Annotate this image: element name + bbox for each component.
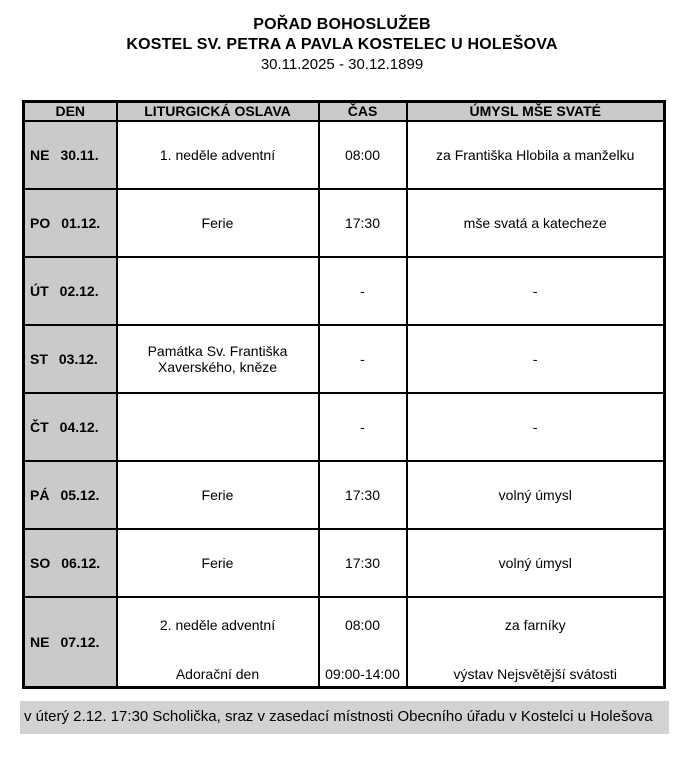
time-cell — [319, 597, 407, 688]
celebration-cell — [117, 393, 319, 461]
day-date: 03.12. — [58, 350, 98, 367]
celebration-cell: 1. neděle adventní — [117, 121, 319, 189]
intention-line-1: za farníky — [504, 616, 566, 633]
intention-cell: volný úmysl — [407, 529, 665, 597]
day-cell — [24, 189, 117, 257]
day-cell — [24, 597, 117, 688]
celebration-cell: Ferie — [117, 189, 319, 257]
day-date: 04.12. — [59, 418, 99, 435]
day-abbr: PÁ — [30, 486, 50, 503]
day-cell — [24, 121, 117, 189]
table-row — [24, 597, 665, 688]
footer-note: v úterý 2.12. 17:30 Scholička, sraz v zasedací místnosti Obecního úřadu v Kostelci u Holešova — [20, 701, 669, 734]
time-line-2: 09:00-14:00 — [325, 665, 400, 682]
day-abbr: NE — [30, 633, 50, 650]
day-cell — [24, 393, 117, 461]
intention-cell: za Františka Hlobila a manželku — [407, 121, 665, 189]
celebration-cell — [117, 597, 319, 688]
col-header-celebration: LITURGICKÁ OSLAVA — [117, 102, 319, 121]
day-date: 05.12. — [60, 486, 100, 503]
table-header-row — [24, 102, 665, 121]
celebration-cell: Ferie — [117, 461, 319, 529]
day-cell — [24, 257, 117, 325]
celebration-cell: Ferie — [117, 529, 319, 597]
intention-cell: mše svatá a katecheze — [407, 189, 665, 257]
celebration-line-2: Adorační den — [175, 665, 260, 682]
intention-cell: - — [407, 393, 665, 461]
table-row — [24, 393, 665, 461]
day-cell — [24, 529, 117, 597]
day-date: 07.12. — [60, 633, 100, 650]
intention-cell — [407, 597, 665, 688]
page-title: POŘAD BOHOSLUŽEB — [253, 16, 431, 33]
time-cell: - — [319, 325, 407, 393]
table-row — [24, 461, 665, 529]
document-header — [0, 15, 684, 75]
table-row — [24, 325, 665, 393]
page-subtitle: KOSTEL SV. PETRA A PAVLA KOSTELEC U HOLEŠOVA — [126, 36, 558, 53]
intention-cell: volný úmysl — [407, 461, 665, 529]
day-date: 01.12. — [61, 214, 101, 231]
day-date: 30.11. — [60, 146, 99, 163]
col-header-day: DEN — [24, 102, 117, 121]
day-abbr: NE — [30, 146, 50, 163]
date-range: 30.11.2025 - 30.12.1899 — [260, 56, 424, 73]
celebration-cell — [117, 257, 319, 325]
day-cell — [24, 325, 117, 393]
day-abbr: ÚT — [30, 282, 49, 299]
time-cell: - — [319, 393, 407, 461]
table-row — [24, 529, 665, 597]
day-cell — [24, 461, 117, 529]
time-cell: 17:30 — [319, 529, 407, 597]
table-row — [24, 121, 665, 189]
day-date: 06.12. — [61, 554, 101, 571]
celebration-line-1: 2. neděle adventní — [159, 616, 276, 633]
intention-cell: - — [407, 325, 665, 393]
day-date: 02.12. — [59, 282, 99, 299]
time-cell: 17:30 — [319, 461, 407, 529]
time-cell: - — [319, 257, 407, 325]
table-row — [24, 189, 665, 257]
intention-line-2: výstav Nejsvětější svátosti — [453, 665, 617, 682]
day-abbr: PO — [30, 214, 51, 231]
col-header-time: ČAS — [319, 102, 407, 121]
day-abbr: SO — [30, 554, 51, 571]
celebration-cell: Památka Sv. Františka Xaverského, kněze — [117, 325, 319, 393]
table-row — [24, 257, 665, 325]
col-header-intention: ÚMYSL MŠE SVATÉ — [407, 102, 665, 121]
time-cell: 08:00 — [319, 121, 407, 189]
intention-cell: - — [407, 257, 665, 325]
day-abbr: ČT — [30, 418, 49, 435]
schedule-table — [22, 100, 666, 689]
time-line-1: 08:00 — [344, 616, 381, 633]
day-abbr: ST — [30, 350, 48, 367]
time-cell: 17:30 — [319, 189, 407, 257]
